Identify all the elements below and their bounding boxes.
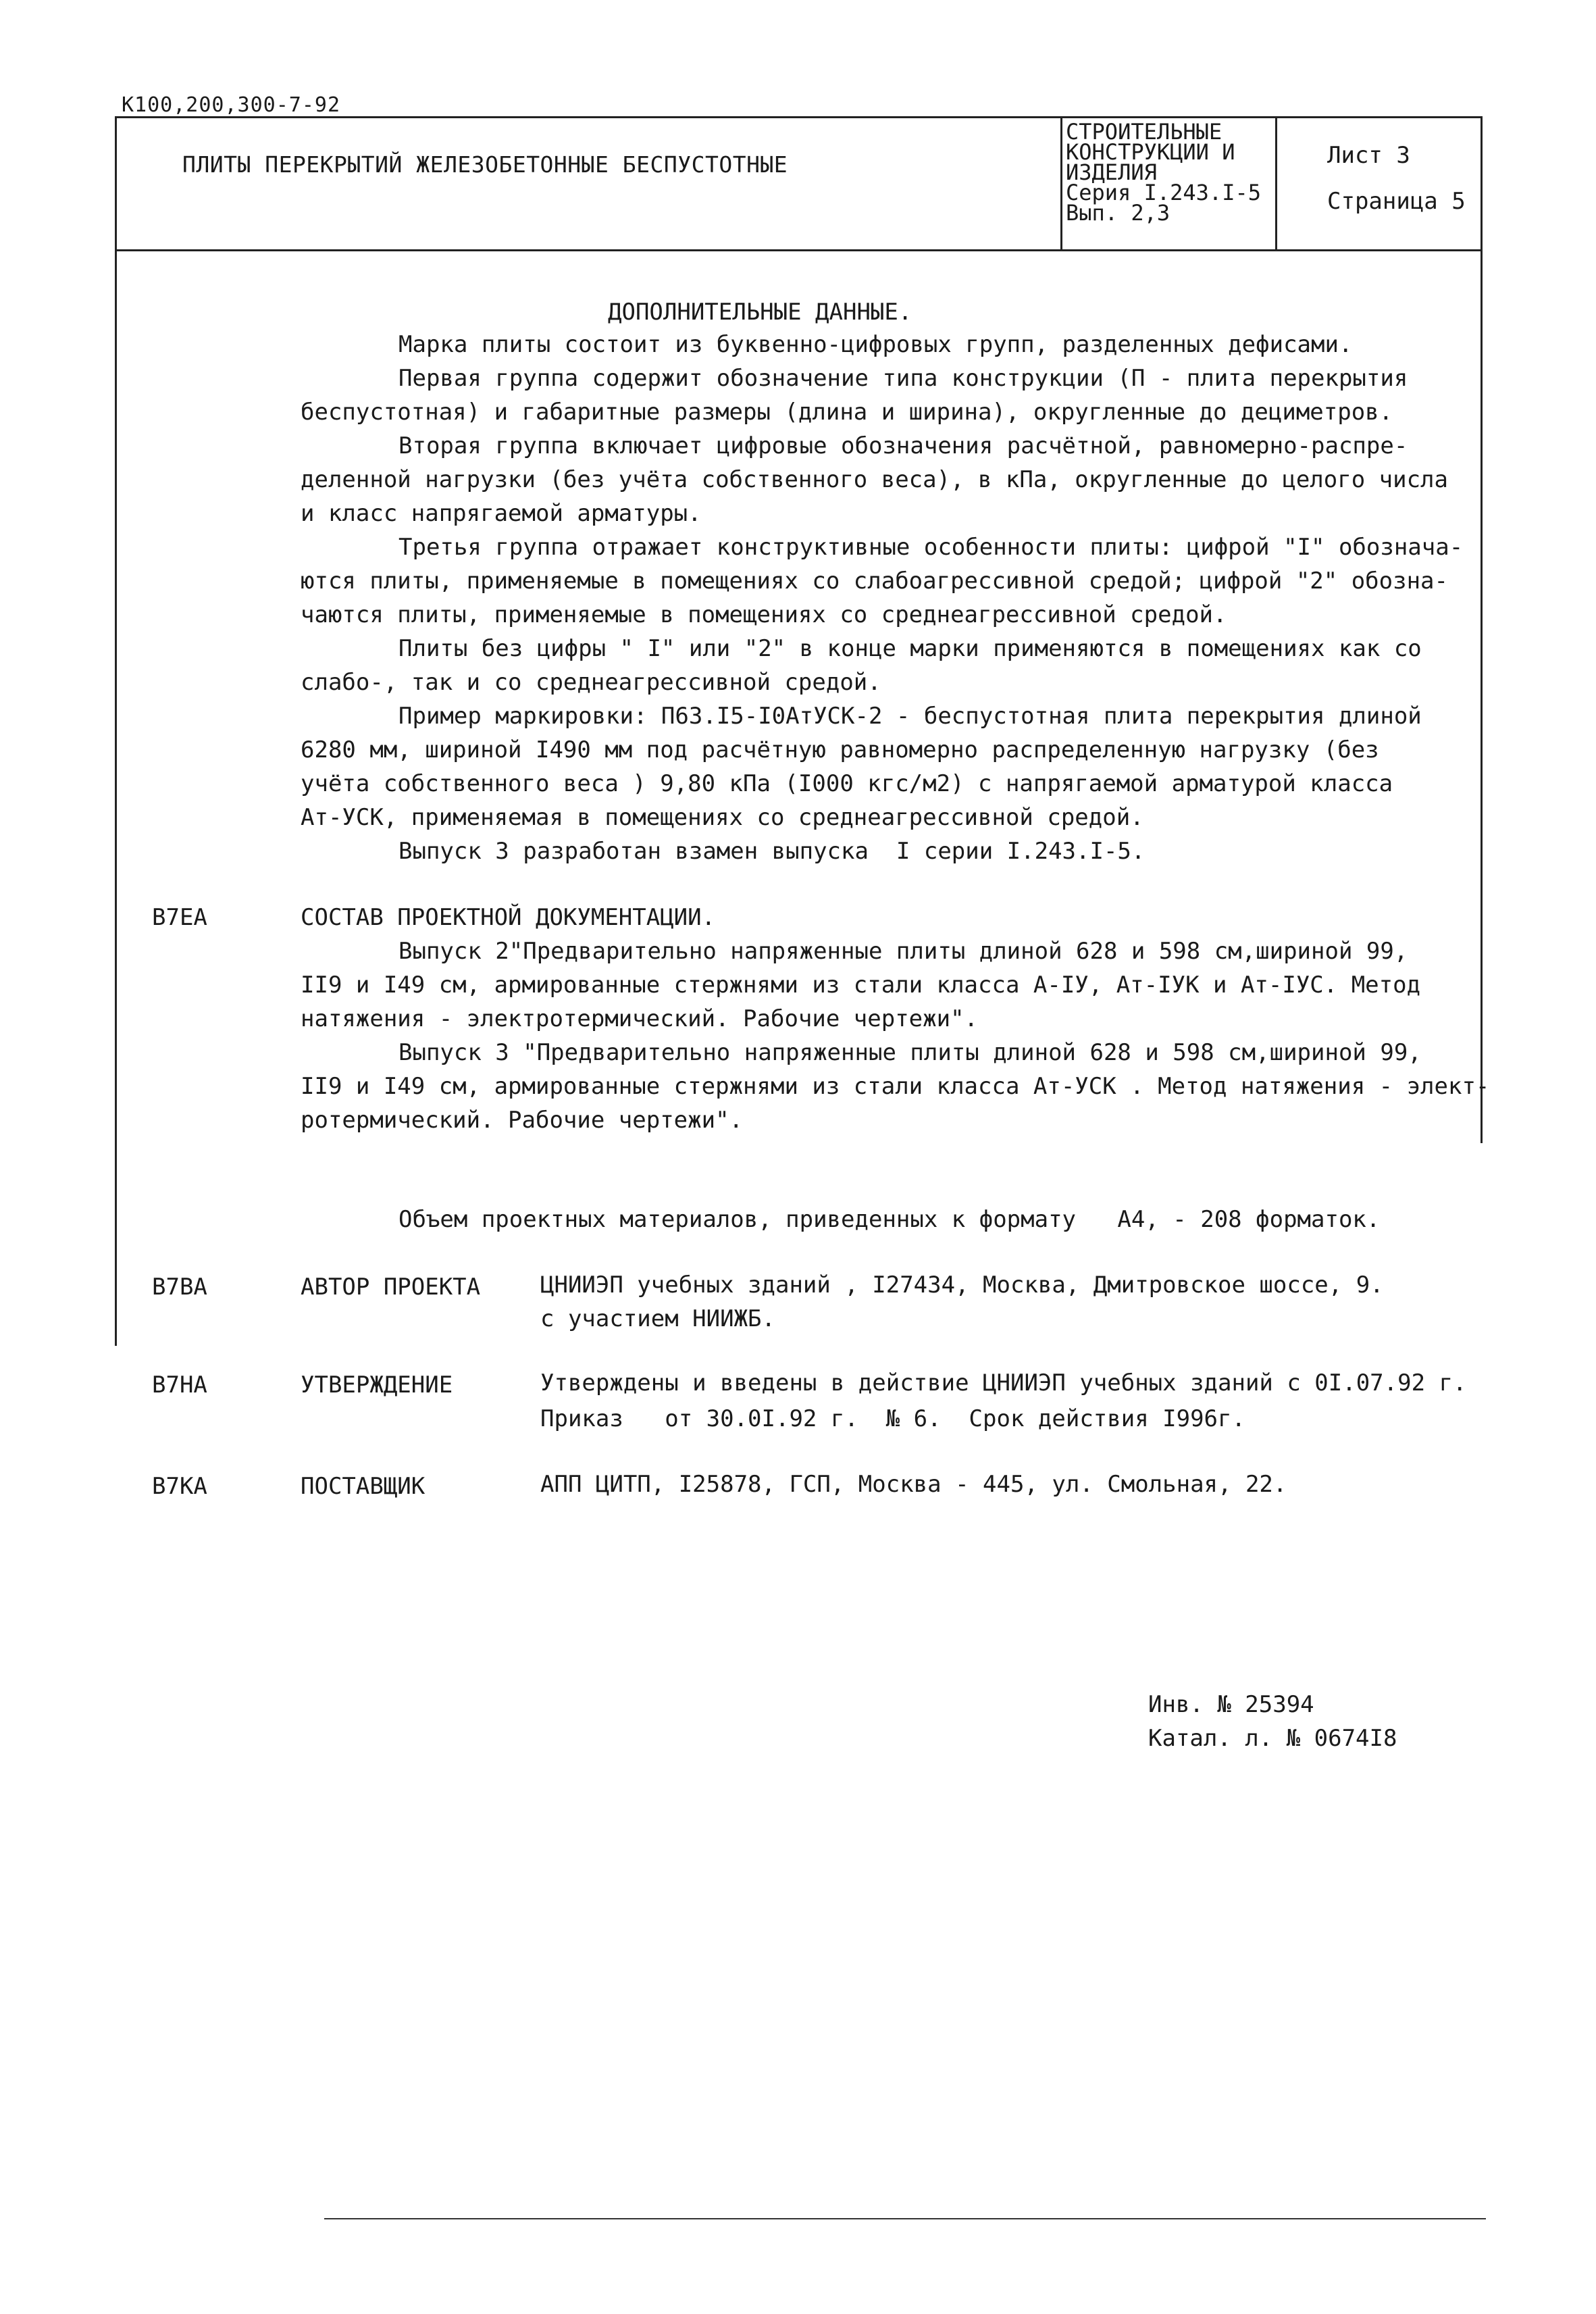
- document-code: К100,200,300-7-92: [122, 93, 341, 117]
- supplier-label: ПОСТАВЩИК: [301, 1473, 426, 1500]
- header-divider-2: [1275, 116, 1277, 251]
- header-series-block: СТРОИТЕЛЬНЫЕ КОНСТРУКЦИИ И ИЗДЕЛИЯ Серия I.243.I-5 Вып. 2,3: [1066, 119, 1261, 226]
- approval-label: УТВЕРЖДЕНИЕ: [301, 1372, 453, 1399]
- additional-line: беспустотная) и габаритные размеры (длина и ширина), округленные до дециметров.: [301, 399, 1393, 426]
- additional-line: Ат-УСК, применяемая в помещениях со среднеагрессивной средой.: [301, 804, 1144, 831]
- additional-line: Пример маркировки: П63.I5-I0АтУСК-2 - беспустотная плита перекрытия длиной: [398, 703, 1422, 730]
- additional-line: чаются плиты, применяемые в помещениях со среднеагрессивной средой.: [301, 601, 1227, 628]
- header-sheet-number: Лист 3: [1327, 142, 1410, 169]
- approval-code: В7НА: [152, 1372, 207, 1399]
- header-divider-1: [1060, 116, 1062, 251]
- inventory-number: Инв. № 25394: [1148, 1691, 1314, 1718]
- additional-line: Марка плиты состоит из буквенно-цифровых групп, разделенных дефисами.: [398, 331, 1353, 358]
- composition-line: Выпуск 3 "Предварительно напряженные плиты длиной 628 и 598 см,шириной 99,: [398, 1039, 1422, 1066]
- additional-line: и класс напрягаемой арматуры.: [301, 500, 702, 527]
- composition-volume: Объем проектных материалов, приведенных к формату А4, - 208 форматок.: [398, 1206, 1381, 1233]
- left-border: [115, 251, 117, 1346]
- composition-line: Выпуск 2"Предварительно напряженные плиты длиной 628 и 598 см,шириной 99,: [398, 938, 1408, 965]
- author-code: В7ВА: [152, 1274, 207, 1301]
- supplier-code: В7КА: [152, 1473, 207, 1500]
- author-line: ЦНИИЭП учебных зданий , I27434, Москва, Дмитровское шоссе, 9.: [540, 1272, 1384, 1299]
- supplier-line: АПП ЦИТП, I25878, ГСП, Москва - 445, ул. Смольная, 22.: [540, 1471, 1287, 1498]
- additional-line: Первая группа содержит обозначение типа конструкции (П - плита перекрытия: [398, 365, 1408, 392]
- composition-line: натяжения - электротермический. Рабочие чертежи".: [301, 1005, 979, 1032]
- additional-heading: ДОПОЛНИТЕЛЬНЫЕ ДАННЫЕ.: [608, 299, 912, 326]
- header-page-number: Страница 5: [1327, 188, 1466, 215]
- additional-line: ются плиты, применяемые в помещениях со слабоагрессивной средой; цифрой "2" обозна-: [301, 568, 1448, 595]
- composition-line: II9 и I49 см, армированные стержнями из стали класса Ат-УСК . Метод натяжения - элект-: [301, 1073, 1490, 1100]
- additional-line: Выпуск 3 разработан взамен выпуска I серии I.243.I-5.: [398, 838, 1145, 865]
- approval-line: Приказ от 30.0I.92 г. № 6. Срок действия I996г.: [540, 1405, 1245, 1432]
- approval-line: Утверждены и введены в действие ЦНИИЭП учебных зданий с 0I.07.92 г.: [540, 1369, 1467, 1397]
- right-border: [1481, 251, 1483, 1143]
- header-title: ПЛИТЫ ПЕРЕКРЫТИЙ ЖЕЛЕЗОБЕТОННЫЕ БЕСПУСТОТНЫЕ: [182, 151, 788, 178]
- additional-line: Третья группа отражает конструктивные особенности плиты: цифрой "I" обознача-: [398, 534, 1464, 561]
- additional-line: 6280 мм, шириной I490 мм под расчётную равномерно распределенную нагрузку (без: [301, 736, 1379, 763]
- bottom-rule: [324, 2218, 1486, 2219]
- additional-line: деленной нагрузки (без учёта собственного веса), в кПа, округленные до целого числа: [301, 466, 1448, 493]
- composition-line: ротермический. Рабочие чертежи".: [301, 1107, 744, 1134]
- author-line: с участием НИИЖБ.: [540, 1305, 775, 1332]
- catalog-number: Катал. л. № 0674I8: [1148, 1725, 1397, 1752]
- additional-line: Плиты без цифры " I" или "2" в конце марки применяются в помещениях как со: [398, 635, 1422, 662]
- composition-heading: СОСТАВ ПРОЕКТНОЙ ДОКУМЕНТАЦИИ.: [301, 904, 716, 931]
- additional-line: учёта собственного веса ) 9,80 кПа (I000 кгс/м2) с напрягаемой арматурой класса: [301, 770, 1393, 797]
- additional-line: слабо-, так и со среднеагрессивной средой.: [301, 669, 881, 696]
- author-label: АВТОР ПРОЕКТА: [301, 1274, 481, 1301]
- header-frame: [115, 116, 1483, 251]
- composition-line: II9 и I49 см, армированные стержнями из стали класса А-IУ, Ат-IУК и Ат-IУС. Метод: [301, 972, 1421, 999]
- composition-code: В7ЕА: [152, 904, 207, 931]
- additional-line: Вторая группа включает цифровые обозначения расчётной, равномерно-распре-: [398, 432, 1408, 459]
